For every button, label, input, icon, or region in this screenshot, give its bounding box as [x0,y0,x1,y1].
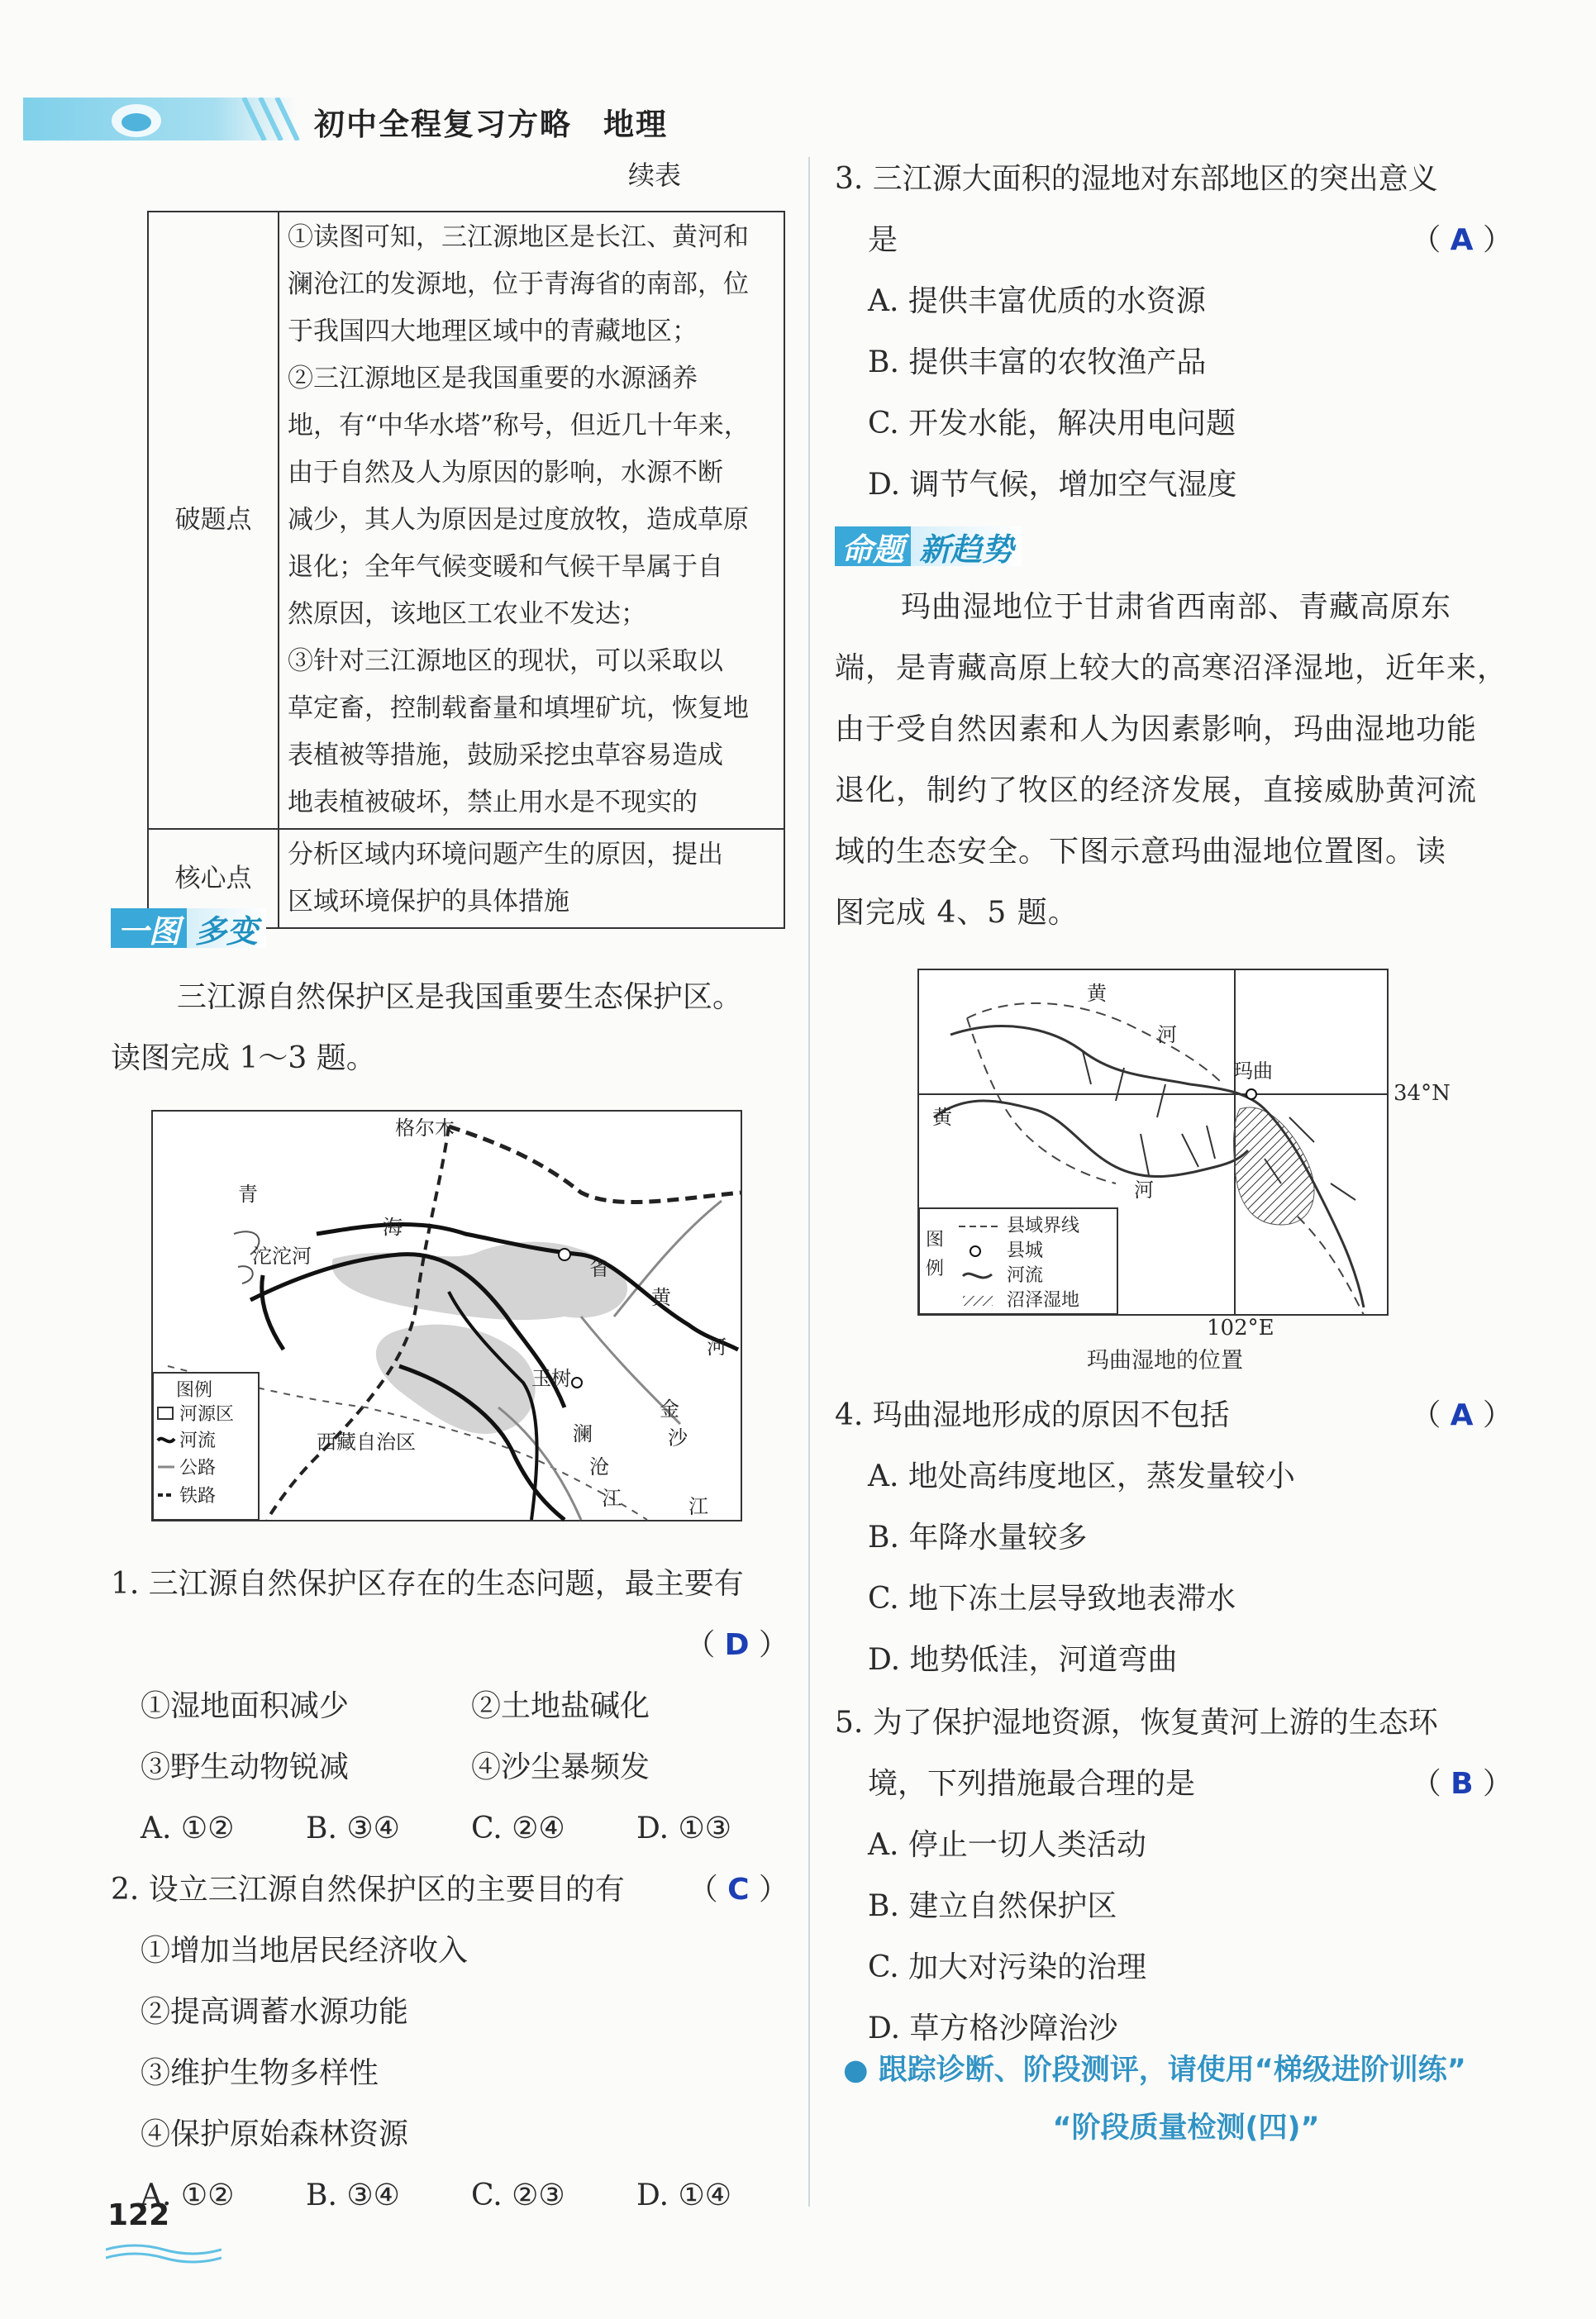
answer-choice: C. ②③ [471,2179,565,2212]
column-divider [808,157,810,2207]
answer-choice: A. ①② [141,1812,235,1845]
legend-title: 图 [926,1230,945,1250]
answer-choice: D. 调节气候，增加空气湿度 [868,468,1237,502]
label-jin: 金 [660,1398,679,1421]
table-line: 退化；全年气候变暖和气候干旱属于自 [288,552,723,582]
question-stem: 1. 三江源自然保护区存在的生态问题，最主要有 [111,1567,744,1601]
table-line: 草定畜，控制载畜量和填埋矿坑，恢复地 [288,693,749,723]
footer-line: “阶段质量检测(四)” [1052,2112,1320,2145]
answer-choice: C. 开发水能，解决用电问题 [868,407,1236,440]
table-line: 于我国四大地理区域中的青藏地区； [288,317,698,346]
legend-title: 例 [926,1259,945,1279]
question-option: ④沙尘暴频发 [471,1750,650,1784]
section-badge-mingtixinqushi [835,525,1022,568]
yushu-town-icon [572,1378,582,1388]
answer-slot: （ C ） [688,1873,788,1907]
label-golmud: 格尔木 [395,1117,455,1140]
label-he1: 河 [1157,1023,1177,1046]
subject-title: 地理 [603,107,668,142]
answer-choice: B. 建立自然保护区 [868,1889,1117,1923]
question-stem: 5. 为了保护湿地资源，恢复黄河上游的生态环 [835,1706,1438,1740]
intro-line: 退化，制约了牧区的经济发展，直接威胁黄河流 [835,774,1478,807]
section-badge-yituduobian [111,907,266,950]
maqu-wetland-map [917,969,1389,1316]
question-option: ②土地盐碱化 [471,1689,650,1723]
table-line: 由于自然及人为原因的影响，水源不断 [288,458,723,488]
answer-choice: C. 地下冻土层导致地表滞水 [868,1582,1236,1616]
answer-slot: （ A ） [1411,223,1513,257]
label-lan: 澜 [573,1422,593,1445]
question-1 [111,1554,797,1859]
row-content [279,829,784,928]
answer-choice: D. ①④ [636,2179,732,2212]
question-stem: 3. 三江源大面积的湿地对东部地区的突出意义 [835,162,1438,196]
bullet-icon: ● [843,2054,869,2087]
sanjiangyuan-map [151,1110,742,1521]
legend-river: 河流 [179,1431,217,1451]
table-row [148,212,784,829]
row-label: 核心点 [148,829,279,928]
label-jiang2: 江 [688,1495,708,1518]
question-option: ③维护生物多样性 [141,2056,379,2090]
page-number: 122 [107,2198,170,2232]
section2-intro [835,577,1521,944]
legend-title: 图例 [176,1380,213,1401]
label-huang: 黄 [651,1286,671,1309]
map2-caption: 玛曲湿地的位置 [1087,1348,1243,1374]
intro-line: 图完成 4、5 题。 [835,896,1079,930]
question-stem: 4. 玛曲湿地形成的原因不包括 [835,1398,1230,1432]
table-line: 减少，其人为原因是过度放牧，造成草原 [288,505,749,535]
answer-choice: C. 加大对污染的治理 [868,1950,1147,1984]
question-option: ②提高调蓄水源功能 [141,1995,409,2029]
legend-river: 河流 [1007,1265,1044,1286]
footer-note [843,2041,1529,2157]
answer-letter: A [1450,223,1474,257]
intro-line: 由于受自然因素和人为因素影响，玛曲湿地功能 [835,712,1478,746]
question-4 [835,1385,1521,1691]
intro-line: 玛曲湿地位于甘肃省西南部、青藏高原东 [901,590,1452,624]
book-title: 初中全程复习方略 [314,107,572,142]
table-line: ③针对三江源地区的现状，可以采取以 [288,646,723,676]
answer-choice: B. ③④ [306,1812,400,1845]
label-yushu: 玉树 [531,1367,571,1390]
answer-choice: A. 提供丰富优质的水资源 [868,284,1206,318]
answer-choice: A. 地处高纬度地区，蒸发量较小 [868,1459,1295,1493]
header-title [314,99,668,144]
intro-line: 域的生态安全。下图示意玛曲湿地位置图。读 [835,835,1447,869]
answer-letter: A [1450,1398,1474,1432]
label-huang2: 黄 [932,1106,952,1129]
header-logo-icon [99,98,174,140]
question-2 [111,1859,797,2226]
answer-choice: B. 年降水量较多 [868,1521,1088,1555]
badge-part-b: 新趋势 [911,526,1022,566]
badge-part-a: 一图 [111,908,187,948]
table-line: 地表植被破坏，禁止用水是不现实的 [288,788,698,817]
footer-line: 跟踪诊断、阶段测评，请使用“梯级进阶训练” [878,2054,1466,2087]
label-huang1: 黄 [1087,982,1107,1005]
table-line: ①读图可知，三江源地区是长江、黄河和 [288,222,749,252]
table-line: 表植被等措施，鼓励采挖虫草容易造成 [288,740,723,770]
intro-line: 读图完成 1～3 题。 [111,1041,376,1075]
row-content [279,212,784,829]
page-wave-decoration [106,2241,222,2264]
town-icon [559,1249,570,1260]
question-option: ①增加当地居民经济收入 [141,1934,469,1968]
table-line: 澜沧江的发源地，位于青海省的南部，位 [288,269,749,299]
table-line: 然原因，该地区工农业不发达； [288,599,646,629]
answer-slot: （ D ） [685,1628,788,1662]
longitude-label: 102°E [1207,1316,1274,1340]
answer-choice: D. 草方格沙障治沙 [868,2012,1118,2045]
label-sheng: 省 [589,1257,609,1280]
answer-choice: A. 停止一切人类活动 [868,1828,1146,1862]
answer-slot: （ B ） [1411,1767,1513,1801]
maqu-town-icon [1246,1089,1256,1099]
answer-letter: D [724,1628,750,1662]
label-tuotuo: 沱沱河 [252,1245,312,1268]
label-he: 河 [707,1336,727,1359]
legend-rail: 铁路 [179,1486,217,1507]
answer-slot: （ A ） [1411,1398,1513,1432]
label-cang: 沧 [589,1455,609,1479]
legend-county-seat: 县城 [1007,1240,1044,1261]
row-label: 破题点 [148,212,279,829]
badge-part-a: 命题 [835,526,911,566]
answer-choice: D. 地势低洼，河道弯曲 [868,1643,1178,1677]
table-line: 区域环境保护的具体措施 [288,887,569,917]
legend-county-border: 县域界线 [1007,1216,1080,1236]
answer-choice: A. ①② [141,2179,235,2212]
header-stripes [240,98,306,140]
question-stem: 2. 设立三江源自然保护区的主要目的有 [111,1873,625,1907]
badge-part-b: 多变 [187,908,266,948]
answer-letter: B [1451,1767,1474,1801]
table-line: 分析区域内环境问题产生的原因，提出 [288,840,723,869]
legend-swamp: 沼泽湿地 [1007,1290,1080,1311]
label-tibet: 西藏自治区 [317,1431,416,1454]
question-option: ①湿地面积减少 [141,1689,350,1723]
legend-road: 公路 [179,1458,217,1479]
intro-line: 三江源自然保护区是我国重要生态保护区。 [177,980,743,1014]
question-5 [835,1693,1521,2059]
question-option: ④保护原始森林资源 [141,2117,409,2151]
label-qing: 青 [238,1183,258,1206]
label-he2: 河 [1134,1179,1154,1202]
section1-intro [111,967,797,1089]
label-hai: 海 [383,1216,403,1239]
question-3 [835,149,1521,516]
table-caption: 续表 [628,160,682,191]
latitude-label: 34°N [1394,1081,1451,1106]
question-option: ③野生动物锐减 [141,1750,350,1784]
answer-choice: B. ③④ [306,2179,400,2212]
question-stem-cont: 境，下列措施最合理的是 [868,1767,1196,1801]
legend-source: 河源区 [179,1404,235,1425]
answer-letter: C [727,1873,750,1907]
label-maqu: 玛曲 [1233,1060,1273,1083]
intro-line: 端，是青藏高原上较大的高寒沼泽湿地，近年来， [835,651,1508,685]
table-line: ②三江源地区是我国重要的水源涵养 [288,364,698,393]
table-line: 地，有“中华水塔”称号，但近几十年来， [288,411,750,440]
answer-choice: C. ②④ [471,1812,565,1845]
label-jiang1: 江 [602,1487,622,1510]
label-sha: 沙 [668,1426,688,1450]
answer-choice: B. 提供丰富的农牧渔产品 [868,345,1207,379]
answer-choice: D. ①③ [636,1812,732,1845]
analysis-table [147,211,785,929]
question-stem-cont: 是 [868,223,898,257]
